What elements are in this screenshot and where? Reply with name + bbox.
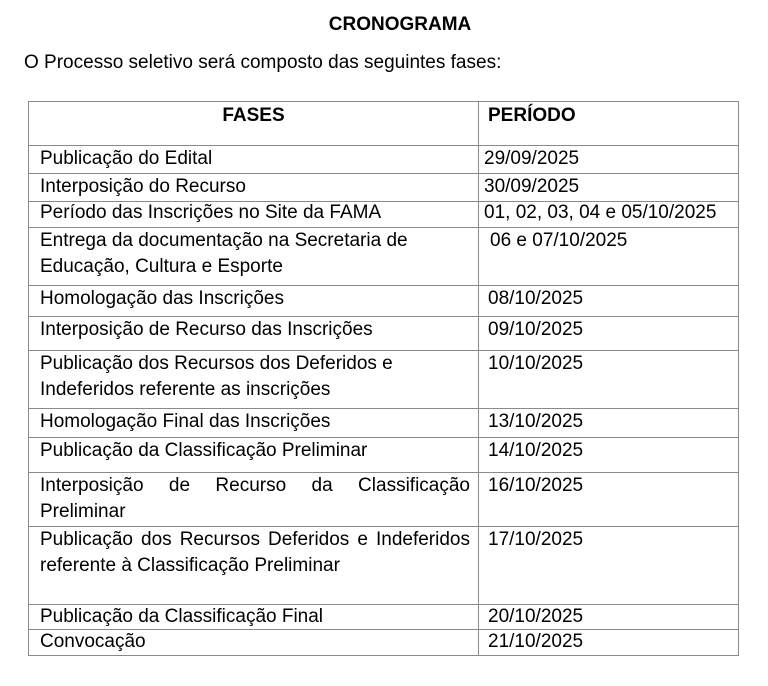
period-cell: 16/10/2025 — [479, 473, 739, 527]
table-row — [29, 202, 739, 228]
table-row — [29, 527, 739, 605]
phase-cell: Homologação Final das Inscrições — [29, 409, 479, 438]
period-cell: 29/09/2025 — [479, 146, 739, 174]
table-row — [29, 228, 739, 286]
period-cell: 09/10/2025 — [479, 317, 739, 351]
page-title: CRONOGRAMA — [328, 14, 472, 35]
period-cell: 21/10/2025 — [479, 630, 739, 656]
schedule-table — [28, 101, 739, 656]
table-row — [29, 630, 739, 656]
table-header-row — [29, 102, 739, 146]
intro-text: O Processo seletivo será composto das seguintes fases: — [24, 52, 502, 73]
table-row — [29, 174, 739, 202]
phase-cell: Homologação das Inscrições — [29, 286, 479, 317]
period-cell: 06 e 07/10/2025 — [479, 228, 739, 286]
period-cell: 20/10/2025 — [479, 605, 739, 630]
table-row — [29, 286, 739, 317]
period-cell: 17/10/2025 — [479, 527, 739, 605]
table-row — [29, 146, 739, 174]
table-row — [29, 317, 739, 351]
table-row — [29, 473, 739, 527]
table-row — [29, 409, 739, 438]
phase-cell: Convocação — [29, 630, 479, 656]
header-phases: FASES — [29, 102, 479, 146]
period-cell: 14/10/2025 — [479, 438, 739, 473]
period-cell: 13/10/2025 — [479, 409, 739, 438]
period-cell: 08/10/2025 — [479, 286, 739, 317]
phase-cell: Entrega da documentação na Secretaria de Educação, Cultura e Esporte — [29, 228, 479, 286]
phase-cell: Interposição de Recurso das Inscrições — [29, 317, 479, 351]
phase-cell: Publicação da Classificação Preliminar — [29, 438, 479, 473]
table-row — [29, 438, 739, 473]
phase-cell: Publicação do Edital — [29, 146, 479, 174]
table-row — [29, 351, 739, 409]
header-period: PERÍODO — [479, 102, 739, 146]
period-cell: 10/10/2025 — [479, 351, 739, 409]
period-cell: 30/09/2025 — [479, 174, 739, 202]
phase-cell: Período das Inscrições no Site da FAMA — [29, 202, 479, 228]
period-cell: 01, 02, 03, 04 e 05/10/2025 — [479, 202, 739, 228]
phase-cell: Interposição de Recurso da Classificação Preliminar — [29, 473, 479, 527]
table-row — [29, 605, 739, 630]
phase-cell: Publicação dos Recursos Deferidos e Indeferidos referente à Classificação Preliminar — [29, 527, 479, 605]
phase-cell: Publicação da Classificação Final — [29, 605, 479, 630]
phase-cell: Interposição do Recurso — [29, 174, 479, 202]
phase-cell: Publicação dos Recursos dos Deferidos e Indeferidos referente as inscrições — [29, 351, 479, 409]
